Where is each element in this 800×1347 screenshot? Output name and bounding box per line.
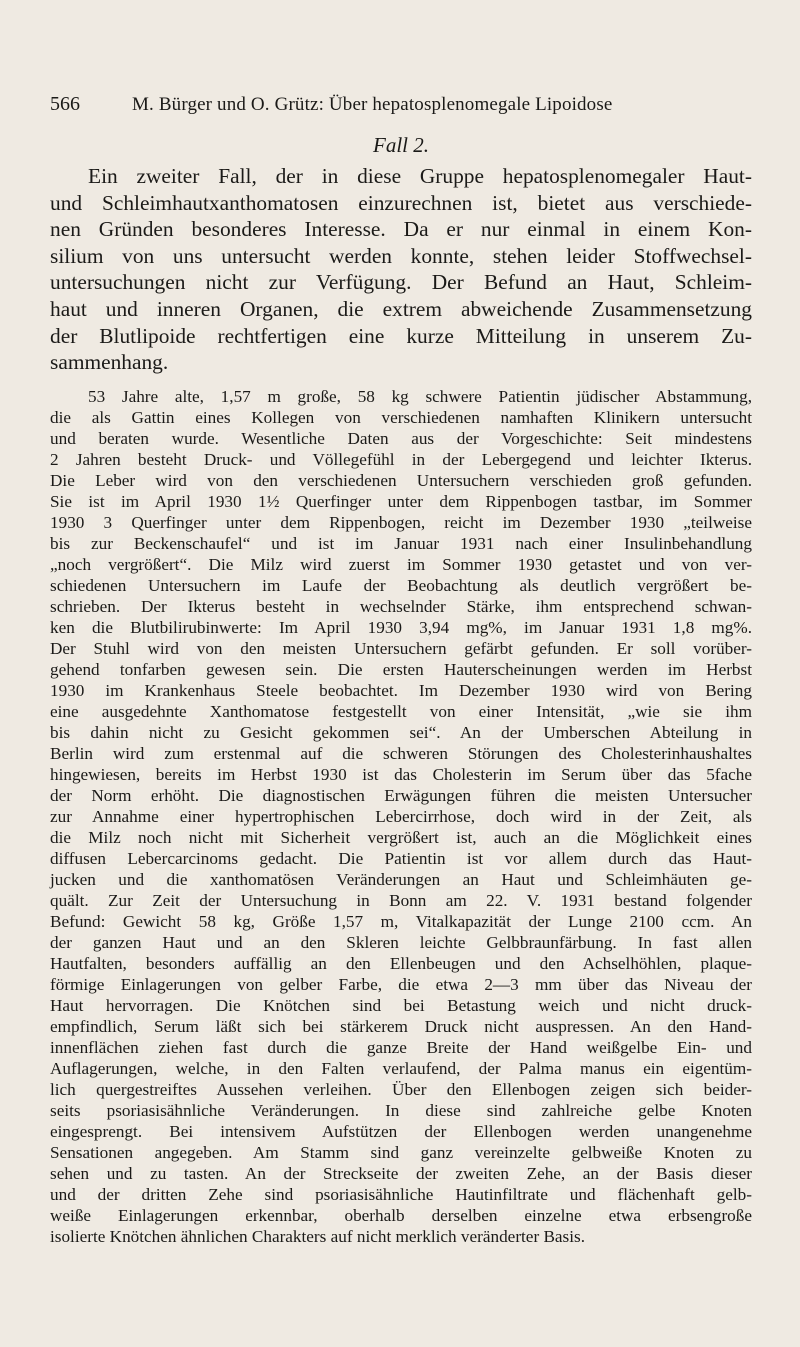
body-line: innenflächen ziehen fast durch die ganze Breite der Hand weißgelbe Ein- und	[50, 1037, 752, 1057]
body-line: sehen und zu tasten. An der Streckseite der zweiten Zehe, an der Basis dieser	[50, 1163, 752, 1183]
body-line: quält. Zur Zeit der Untersuchung in Bonn am 22. V. 1931 bestand folgender	[50, 890, 752, 910]
body-line: 2 Jahren besteht Druck- und Völlegefühl in der Lebergegend und leichter Ikterus.	[50, 449, 752, 469]
body-line: Hautfalten, besonders auffällig an den Ellenbeugen und den Achselhöhlen, plaque-	[50, 953, 752, 973]
intro-line: der Blutlipoide rechtfertigen eine kurze Mitteilung in unserem Zu-	[50, 323, 752, 348]
body-line: Auflagerungen, welche, in den Falten verlaufend, der Palma manus ein eigentüm-	[50, 1058, 752, 1078]
body-line: der Norm erhöht. Die diagnostischen Erwägungen führen die meisten Untersucher	[50, 785, 752, 805]
body-line: die Milz noch nicht mit Sicherheit vergrößert ist, auch an die Möglichkeit eines	[50, 827, 752, 847]
body-line: empfindlich, Serum läßt sich bei stärkerem Druck nicht auspressen. An den Hand-	[50, 1016, 752, 1036]
body-line: Sensationen angegeben. Am Stamm sind ganz vereinzelte gelbweiße Knoten zu	[50, 1142, 752, 1162]
body-line: 1930 im Krankenhaus Steele beobachtet. Im Dezember 1930 wird von Bering	[50, 680, 752, 700]
body-line: weiße Einlagerungen erkennbar, oberhalb derselben einzelne etwa erbsengroße	[50, 1205, 752, 1225]
body-line: zur Annahme einer hypertrophischen Lebercirrhose, doch wird in der Zeit, als	[50, 806, 752, 826]
journal-page	[50, 92, 752, 1247]
body-line: die als Gattin eines Kollegen von verschiedenen namhaften Klinikern untersucht	[50, 407, 752, 427]
running-title: M. Bürger und O. Grütz: Über hepatosplenomegale Lipoidose	[132, 94, 613, 115]
body-line: der ganzen Haut und an den Skleren leichte Gelbbraunfärbung. In fast allen	[50, 932, 752, 952]
body-line: schiedenen Untersuchern im Laufe der Beobachtung als deutlich vergrößert be-	[50, 575, 752, 595]
body-line: diffusen Lebercarcinoms gedacht. Die Patientin ist vor allem durch das Haut-	[50, 848, 752, 868]
body-line: 53 Jahre alte, 1,57 m große, 58 kg schwere Patientin jüdischer Abstammung,	[88, 386, 752, 406]
page-number: 566	[50, 93, 80, 115]
intro-line: Ein zweiter Fall, der in diese Gruppe hepatosplenomegaler Haut-	[88, 164, 752, 188]
intro-paragraph	[50, 163, 752, 376]
body-line: ken die Blutbilirubinwerte: Im April 1930 3,94 mg%, im Januar 1931 1,8 mg%.	[50, 617, 752, 637]
body-line: und beraten wurde. Wesentliche Daten aus der Vorgeschichte: Seit mindestens	[50, 428, 752, 448]
body-line: Die Leber wird von den verschiedenen Untersuchern verschieden groß gefunden.	[50, 470, 752, 490]
body-line: Sie ist im April 1930 1½ Querfinger unter dem Rippenbogen tastbar, im Sommer	[50, 491, 752, 511]
running-head	[50, 92, 752, 117]
body-line: Haut hervorragen. Die Knötchen sind bei Betastung weich und nicht druck-	[50, 995, 752, 1015]
intro-line: untersuchungen nicht zur Verfügung. Der Befund an Haut, Schleim-	[50, 270, 752, 295]
body-line: eingesprengt. Bei intensivem Aufstützen der Ellenbogen werden unangenehme	[50, 1121, 752, 1141]
body-line: förmige Einlagerungen von gelber Farbe, die etwa 2—3 mm über das Niveau der	[50, 974, 752, 994]
body-line: jucken und die xanthomatösen Veränderungen an Haut und Schleimhäuten ge-	[50, 869, 752, 889]
intro-line: silium von uns untersucht werden konnte, stehen leider Stoffwechsel-	[50, 243, 752, 268]
intro-line: und Schleimhautxanthomatosen einzurechnen ist, bietet aus verschiede-	[50, 190, 752, 215]
body-line: gehend tonfarben gewesen sein. Die ersten Hauterscheinungen werden im Herbst	[50, 659, 752, 679]
body-line: 1930 3 Querfinger unter dem Rippenbogen, reicht im Dezember 1930 „teilweise	[50, 512, 752, 532]
body-line: lich quergestreiftes Aussehen verleihen. Über den Ellenbogen zeigen sich beider-	[50, 1079, 752, 1099]
body-line: schrieben. Der Ikterus besteht in wechselnder Stärke, ihm entsprechend schwan-	[50, 596, 752, 616]
body-line: isolierte Knötchen ähnlichen Charakters auf nicht merklich veränderter Basis.	[50, 1226, 586, 1246]
body-line: Berlin wird zum erstenmal auf die schweren Störungen des Cholesterinhaushaltes	[50, 743, 752, 763]
body-line: Befund: Gewicht 58 kg, Größe 1,57 m, Vitalkapazität der Lunge 2100 ccm. An	[50, 911, 752, 931]
case-report-paragraph	[50, 386, 752, 1247]
intro-line: haut und inneren Organen, die extrem abweichende Zusammensetzung	[50, 296, 752, 321]
case-title: Fall 2.	[373, 133, 429, 157]
body-line: Der Stuhl wird von den meisten Untersuchern gefärbt gefunden. Er soll vorüber-	[50, 638, 752, 658]
body-line: eine ausgedehnte Xanthomatose festgestellt von einer Intensität, „wie sie ihm	[50, 701, 752, 721]
body-line: bis dahin nicht zu Gesicht gekommen sei“. An der Umberschen Abteilung in	[50, 722, 752, 742]
body-line: „noch vergrößert“. Die Milz wird zuerst im Sommer 1930 getastet und von ver-	[50, 554, 752, 574]
body-line: bis zur Beckenschaufel“ und ist im Januar 1931 nach einer Insulinbehandlung	[50, 533, 752, 553]
intro-line: sammenhang.	[50, 350, 169, 375]
body-line: und der dritten Zehe sind psoriasisähnliche Hautinfiltrate und flächenhaft gelb-	[50, 1184, 752, 1204]
body-line: seits psoriasisähnliche Veränderungen. In diese sind zahlreiche gelbe Knoten	[50, 1100, 752, 1120]
body-line: hingewiesen, bereits im Herbst 1930 ist das Cholesterin im Serum über das 5fache	[50, 764, 752, 784]
intro-line: nen Gründen besonderes Interesse. Da er nur einmal in einem Kon-	[50, 217, 752, 242]
